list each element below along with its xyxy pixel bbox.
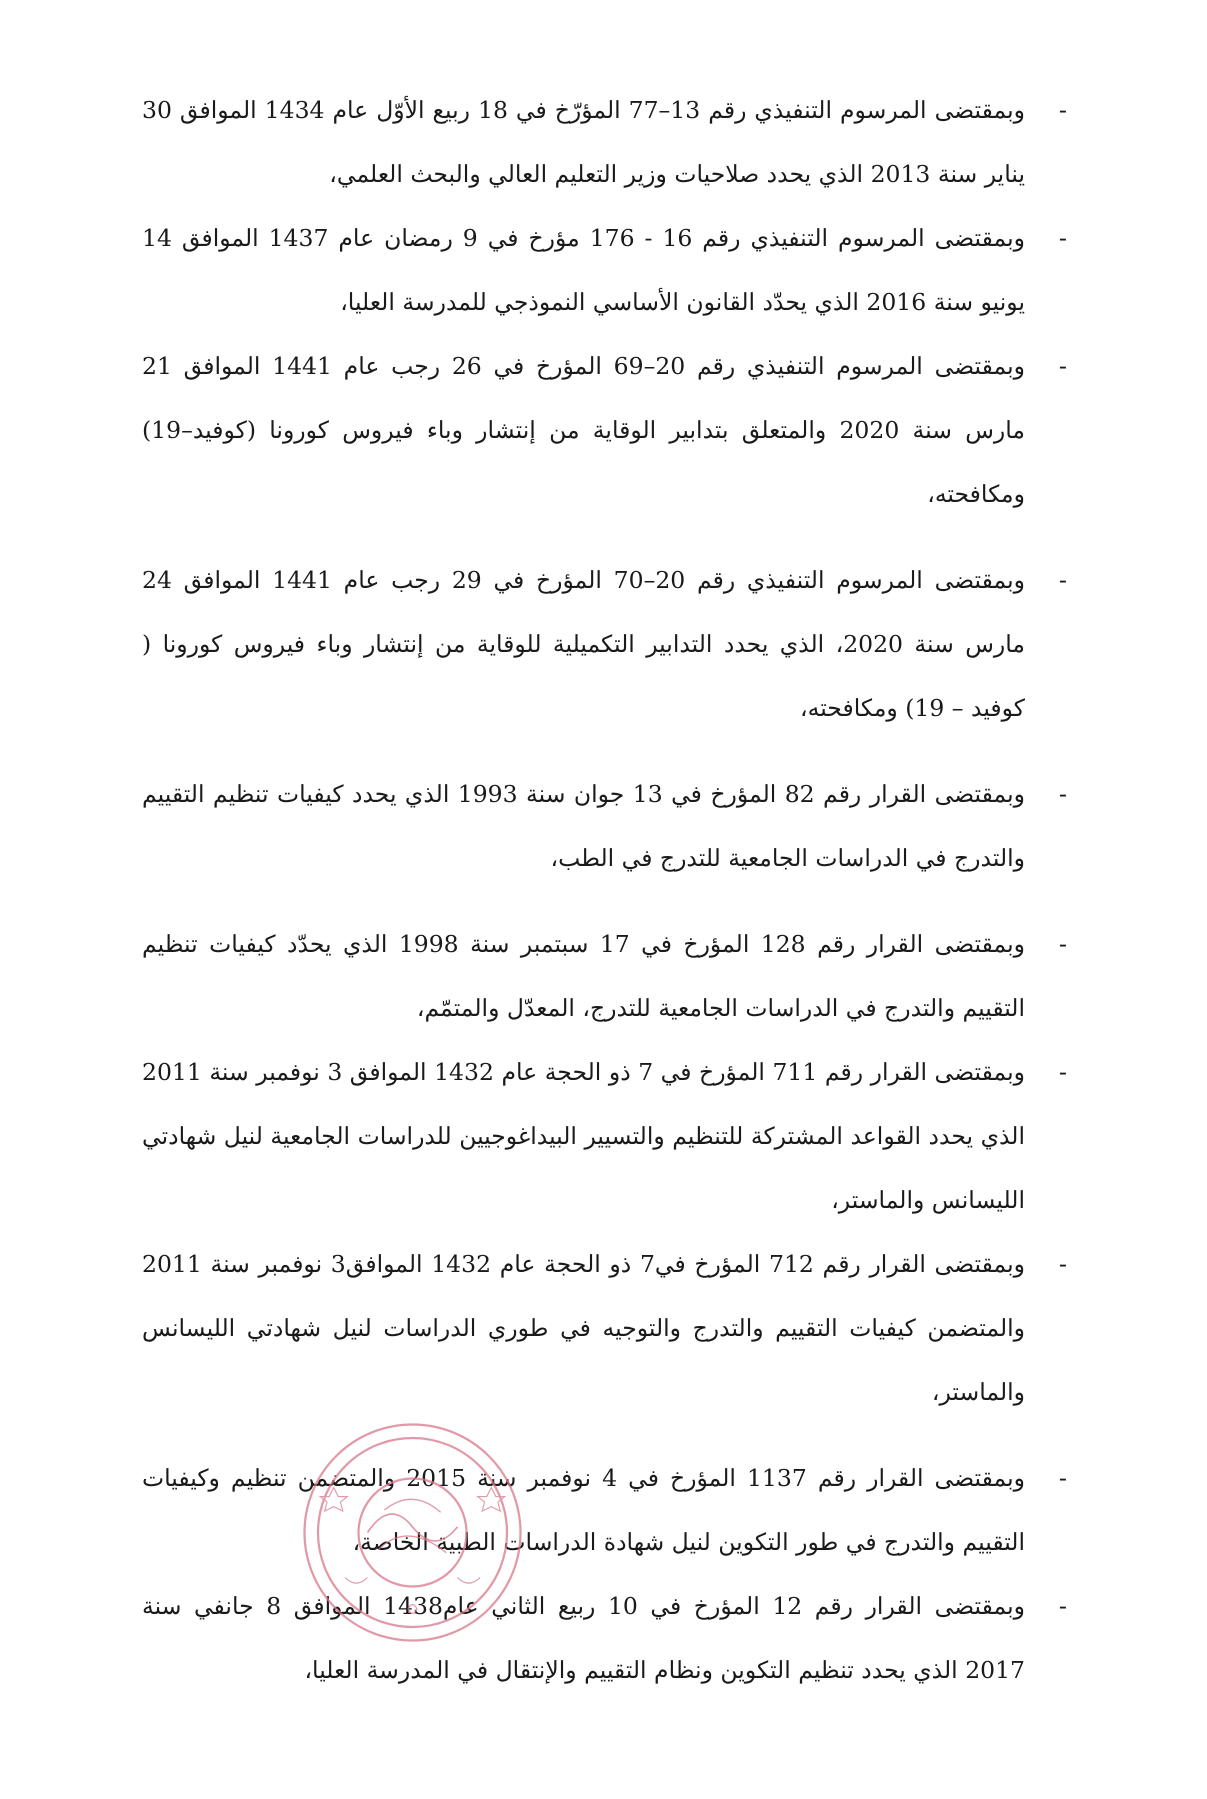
item-text: وبمقتضى المرسوم التنفيذي رقم 20–69 المؤرخ في 26 رجب عام 1441 الموافق 21 مارس سنة 2020 والمتعلق بتدابير الوقاية من إنتشار وباء فيروس كورونا (كوفيد–19) ومكافحته، <box>142 352 1025 508</box>
list-item <box>142 912 1067 1040</box>
bullet-dash: - <box>1058 566 1067 594</box>
item-text: وبمقتضى المرسوم التنفيذي رقم 16 - 176 مؤرخ في 9 رمضان عام 1437 الموافق 14 يونيو سنة 2016 الذي يحدّد القانون الأساسي النموذجي للمدرسة العليا، <box>142 224 1026 316</box>
item-text: وبمقتضى القرار رقم 711 المؤرخ في 7 ذو الحجة عام 1432 الموافق 3 نوفمبر سنة 2011 الذي يحدد القواعد المشتركة للتنظيم والتسيير البيداغوجيين للدراسات الجامعية لنيل شهادتي الليسانس والماستر، <box>142 1058 1025 1214</box>
bullet-dash: - <box>1058 1058 1067 1086</box>
bullet-dash: - <box>1058 930 1067 958</box>
list-item <box>142 1446 1067 1574</box>
official-seal-stamp <box>300 1420 525 1645</box>
list-item <box>142 762 1067 890</box>
item-text: وبمقتضى المرسوم التنفيذي رقم 13–77 المؤرّخ في 18 ربيع الأوّل عام 1434 الموافق 30 يناير سنة 2013 الذي يحدد صلاحيات وزير التعليم العالي والبحث العلمي، <box>142 96 1025 188</box>
bullet-dash: - <box>1058 96 1067 124</box>
list-item <box>142 334 1067 526</box>
bullet-dash: - <box>1058 780 1067 808</box>
item-text: وبمقتضى القرار رقم 1137 المؤرخ في 4 نوفمبر سنة 2015 والمتضمن تنظيم وكيفيات التقييم والتدرج في طور التكوين لنيل شهادة الدراسات الطبية الخاصة، <box>142 1464 1025 1556</box>
list-item <box>142 548 1067 740</box>
item-text: وبمقتضى القرار رقم 128 المؤرخ في 17 سبتمبر سنة 1998 الذي يحدّد كيفيات تنظيم التقييم والتدرج في الدراسات الجامعية للتدرج، المعدّل والمتمّم، <box>142 930 1025 1022</box>
bullet-dash: - <box>1058 1250 1067 1278</box>
item-text: وبمقتضى المرسوم التنفيذي رقم 20–70 المؤرخ في 29 رجب عام 1441 الموافق 24 مارس سنة 2020، الذي يحدد التدابير التكميلية للوقاية من إنتشار وباء فيروس كورونا ( كوفيد – 19) ومكافحته، <box>142 566 1025 722</box>
list-item <box>142 1574 1067 1702</box>
item-text: وبمقتضى القرار رقم 12 المؤرخ في 10 ربيع الثاني عام1438 الموافق 8 جانفي سنة 2017 الذي يحدد تنظيم التكوين ونظام التقييم والإنتقال في المدرسة العليا، <box>142 1592 1025 1684</box>
bullet-dash: - <box>1058 1464 1067 1492</box>
list-item <box>142 1040 1067 1232</box>
item-text: وبمقتضى القرار رقم 82 المؤرخ في 13 جوان سنة 1993 الذي يحدد كيفيات تنظيم التقييم والتدرج في الدراسات الجامعية للتدرج في الطب، <box>142 780 1025 872</box>
bullet-dash: - <box>1058 352 1067 380</box>
item-text: وبمقتضى القرار رقم 712 المؤرخ في7 ذو الحجة عام 1432 الموافق3 نوفمبر سنة 2011 والمتضمن كيفيات التقييم والتدرج والتوجيه في طوري الدراسات لنيل شهادتي الليسانس والماستر، <box>142 1250 1025 1406</box>
list-item <box>142 78 1067 206</box>
list-item <box>142 1232 1067 1424</box>
legal-references-list <box>142 78 1067 1702</box>
bullet-dash: - <box>1058 1592 1067 1620</box>
bullet-dash: - <box>1058 224 1067 252</box>
list-item <box>142 206 1067 334</box>
